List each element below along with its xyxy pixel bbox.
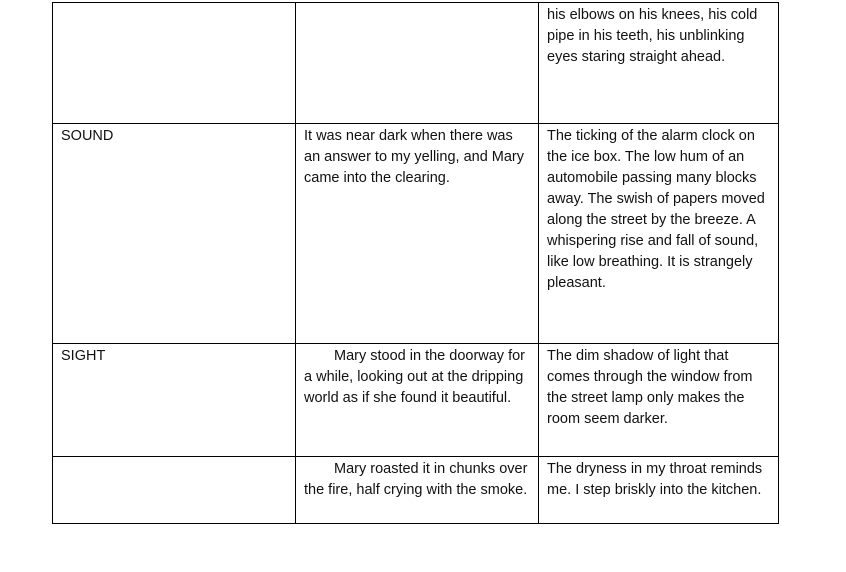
description-cell: The dryness in my throat reminds me. I step briskly into the kitchen. bbox=[539, 457, 779, 524]
sense-label-cell: SIGHT bbox=[53, 344, 296, 457]
example-cell: It was near dark when there was an answer to my yelling, and Mary came into the clearing. bbox=[296, 124, 539, 344]
table-row bbox=[53, 344, 779, 457]
description-cell: The dim shadow of light that comes through the window from the street lamp only makes the room seem darker. bbox=[539, 344, 779, 457]
sensory-details-table bbox=[52, 2, 779, 524]
sense-label-cell: SOUND bbox=[53, 124, 296, 344]
sense-label-cell bbox=[53, 3, 296, 124]
table-row bbox=[53, 124, 779, 344]
example-cell: Mary stood in the doorway for a while, looking out at the dripping world as if she found it beautiful. bbox=[296, 344, 539, 457]
example-cell bbox=[296, 3, 539, 124]
description-cell: his elbows on his knees, his cold pipe in his teeth, his unblinking eyes staring straight ahead. bbox=[539, 3, 779, 124]
table-row bbox=[53, 3, 779, 124]
example-cell: Mary roasted it in chunks over the fire, half crying with the smoke. bbox=[296, 457, 539, 524]
sense-label-cell bbox=[53, 457, 296, 524]
description-cell: The ticking of the alarm clock on the ice box. The low hum of an automobile passing many blocks away. The swish of papers moved along the street by the breeze. A whispering rise and fall of sound, like low breathing. It is strangely pleasant. bbox=[539, 124, 779, 344]
table-row bbox=[53, 457, 779, 524]
